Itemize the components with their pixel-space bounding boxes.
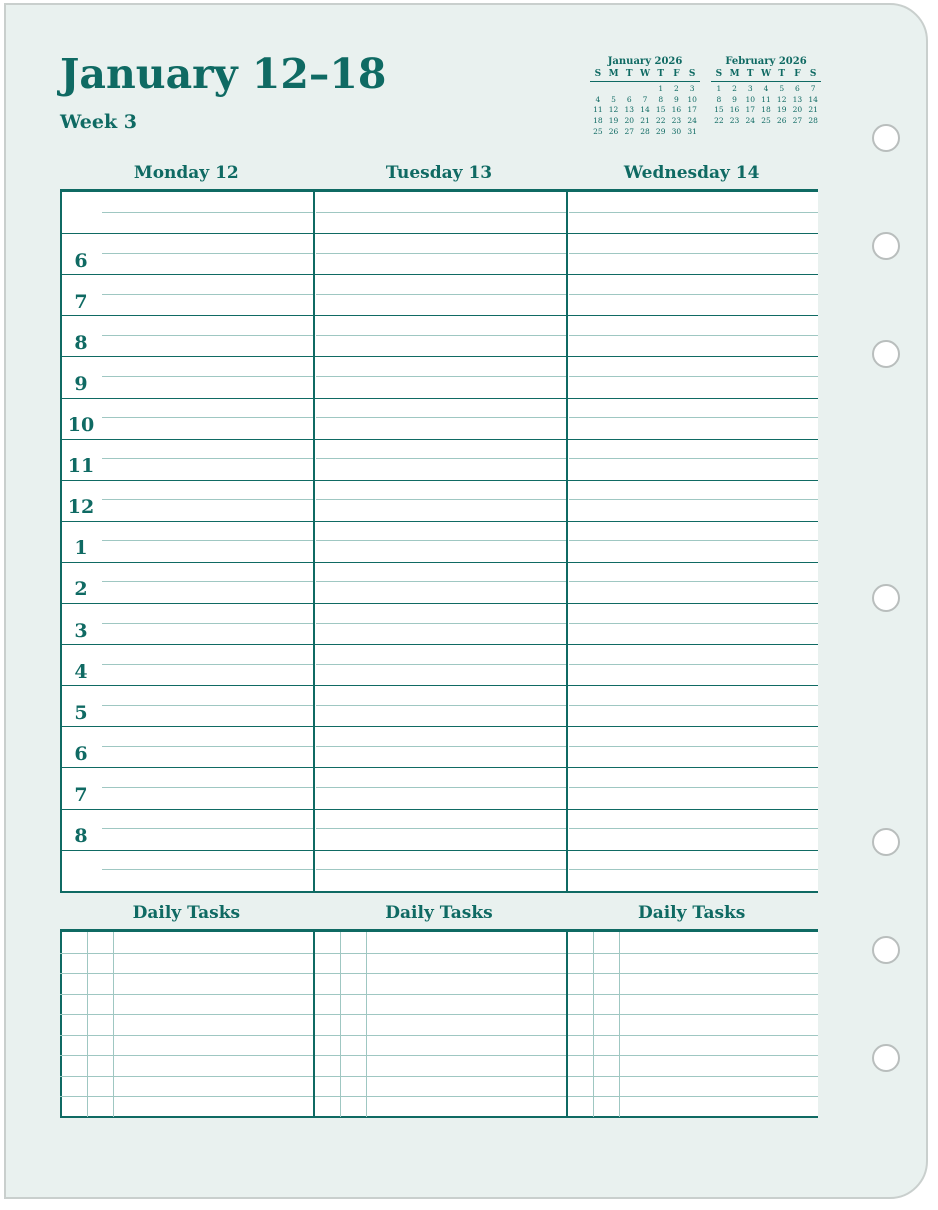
task-line xyxy=(60,953,818,954)
task-checkbox-column-line xyxy=(113,932,114,1117)
hour-label: 3 xyxy=(74,619,88,642)
hour-label: 11 xyxy=(67,455,95,478)
half-hour-line xyxy=(102,458,313,459)
day-column-divider xyxy=(566,189,568,892)
half-hour-line xyxy=(102,746,313,747)
hour-label: 10 xyxy=(67,414,95,437)
week-label: Week 3 xyxy=(60,111,137,133)
half-hour-line xyxy=(569,787,818,788)
task-line xyxy=(60,1055,818,1056)
half-hour-line xyxy=(316,746,566,747)
binder-hole xyxy=(872,340,900,368)
mini-calendar-week-row: 1 2 3 4 5 6 7 xyxy=(716,84,816,93)
hour-row-line xyxy=(60,891,818,893)
hour-label: 9 xyxy=(74,372,88,395)
binder-hole xyxy=(872,584,900,612)
task-checkbox-column-line xyxy=(593,932,594,1117)
hour-row-line xyxy=(60,398,818,399)
task-checkbox-column-line xyxy=(366,932,367,1117)
half-hour-line xyxy=(569,869,818,870)
half-hour-line xyxy=(102,664,313,665)
task-header-monday: Daily Tasks xyxy=(132,903,241,923)
half-hour-line xyxy=(316,828,566,829)
task-header-tuesday: Daily Tasks xyxy=(385,903,493,923)
task-line xyxy=(60,973,818,974)
hour-row-line xyxy=(60,562,818,563)
binder-hole xyxy=(872,124,900,152)
half-hour-line xyxy=(316,581,566,582)
half-hour-line xyxy=(102,540,313,541)
half-hour-line xyxy=(569,746,818,747)
mini-calendar-january xyxy=(590,56,700,137)
half-hour-line xyxy=(102,253,313,254)
half-hour-line xyxy=(569,458,818,459)
half-hour-line xyxy=(316,212,566,213)
hour-row-line xyxy=(60,603,818,604)
half-hour-line xyxy=(102,212,313,213)
half-hour-line xyxy=(102,376,313,377)
hour-label: 7 xyxy=(74,783,88,806)
hour-label: 4 xyxy=(74,660,88,683)
half-hour-line xyxy=(316,499,566,500)
task-checkbox-column-line xyxy=(340,932,341,1117)
mini-calendar-week-row: 15 16 17 18 19 20 21 xyxy=(714,105,818,115)
task-headers xyxy=(60,900,818,928)
half-hour-line xyxy=(102,417,313,418)
half-hour-line xyxy=(569,335,818,336)
half-hour-line xyxy=(569,417,818,418)
half-hour-line xyxy=(102,499,313,500)
mini-calendar-weekdays: S M T W T F S xyxy=(590,68,700,82)
mini-calendar-week-row: 25 26 27 28 29 30 31 xyxy=(593,126,697,136)
half-hour-line xyxy=(569,705,818,706)
half-hour-line xyxy=(102,787,313,788)
binder-hole xyxy=(872,1044,900,1072)
half-hour-line xyxy=(316,869,566,870)
binder-hole xyxy=(872,828,900,856)
half-hour-line xyxy=(102,581,313,582)
hour-row-line xyxy=(60,274,818,275)
hour-label: 6 xyxy=(74,742,88,765)
day-headers xyxy=(60,160,818,188)
task-line xyxy=(60,994,818,995)
hour-label: 2 xyxy=(74,578,88,601)
day-header-monday: Monday 12 xyxy=(133,163,239,183)
half-hour-line xyxy=(316,253,566,254)
task-column-divider xyxy=(566,932,568,1117)
day-header-wednesday: Wednesday 14 xyxy=(623,163,760,183)
task-column-divider xyxy=(313,932,315,1117)
mini-calendar-weekdays: S M T W T F S xyxy=(711,68,821,82)
task-line xyxy=(60,1096,818,1097)
half-hour-line xyxy=(102,705,313,706)
hour-row-line xyxy=(60,644,818,645)
daily-tasks-grid[interactable] xyxy=(60,929,818,1118)
half-hour-line xyxy=(569,664,818,665)
half-hour-line xyxy=(316,540,566,541)
hour-row-line xyxy=(60,315,818,316)
task-line xyxy=(60,1035,818,1036)
hour-label: 6 xyxy=(74,249,88,272)
hour-label: 8 xyxy=(74,331,88,354)
hour-label: 7 xyxy=(74,290,88,313)
half-hour-line xyxy=(102,335,313,336)
binder-hole xyxy=(872,232,900,260)
mini-calendar-week-row: 4 5 6 7 8 9 10 xyxy=(595,94,697,104)
hour-row-line xyxy=(60,767,818,768)
half-hour-line xyxy=(316,376,566,377)
hour-row-line xyxy=(60,685,818,686)
half-hour-line xyxy=(316,417,566,418)
half-hour-line xyxy=(102,623,313,624)
task-line xyxy=(60,1014,818,1015)
half-hour-line xyxy=(316,705,566,706)
half-hour-line xyxy=(569,294,818,295)
mini-calendar-february xyxy=(711,56,821,127)
half-hour-line xyxy=(569,253,818,254)
page-title: January 12–18 xyxy=(60,50,387,98)
task-header-wednesday: Daily Tasks xyxy=(637,903,746,923)
half-hour-line xyxy=(569,623,818,624)
half-hour-line xyxy=(102,294,313,295)
task-line xyxy=(60,1076,818,1077)
half-hour-line xyxy=(102,869,313,870)
half-hour-line xyxy=(316,458,566,459)
half-hour-line xyxy=(569,828,818,829)
hour-row-line xyxy=(60,726,818,727)
half-hour-line xyxy=(569,581,818,582)
hour-row-line xyxy=(60,850,818,851)
half-hour-line xyxy=(569,540,818,541)
mini-calendar-week-row: 11 12 13 14 15 16 17 xyxy=(593,105,697,115)
half-hour-line xyxy=(316,664,566,665)
mini-calendar-week-row: 1 2 3 xyxy=(658,84,695,93)
day-header-tuesday: Tuesday 13 xyxy=(385,163,493,183)
hour-label: 1 xyxy=(74,537,88,560)
mini-calendar-week-row: 8 9 10 11 12 13 14 xyxy=(716,94,818,104)
mini-calendar-week-row: 18 19 20 21 22 23 24 xyxy=(593,116,697,126)
half-hour-line xyxy=(316,787,566,788)
hour-label: 8 xyxy=(74,825,88,848)
half-hour-line xyxy=(569,499,818,500)
hour-label: 12 xyxy=(67,496,95,519)
hour-row-line xyxy=(60,521,818,522)
mini-calendar-week-row: 22 23 24 25 26 27 28 xyxy=(714,116,818,126)
half-hour-line xyxy=(316,294,566,295)
binder-hole xyxy=(872,936,900,964)
hour-row-line xyxy=(60,233,818,234)
half-hour-line xyxy=(569,212,818,213)
mini-calendar-title: February 2026 xyxy=(725,56,807,67)
hour-row-line xyxy=(60,439,818,440)
half-hour-line xyxy=(102,828,313,829)
day-column-divider xyxy=(313,189,315,892)
hour-label: 5 xyxy=(74,701,88,724)
mini-calendar-title: January 2026 xyxy=(607,56,683,67)
task-checkbox-column-line xyxy=(619,932,620,1117)
hour-row-line xyxy=(60,480,818,481)
half-hour-line xyxy=(316,335,566,336)
task-checkbox-column-line xyxy=(87,932,88,1117)
half-hour-line xyxy=(569,376,818,377)
half-hour-line xyxy=(316,623,566,624)
hour-row-line xyxy=(60,809,818,810)
hour-row-line xyxy=(60,356,818,357)
